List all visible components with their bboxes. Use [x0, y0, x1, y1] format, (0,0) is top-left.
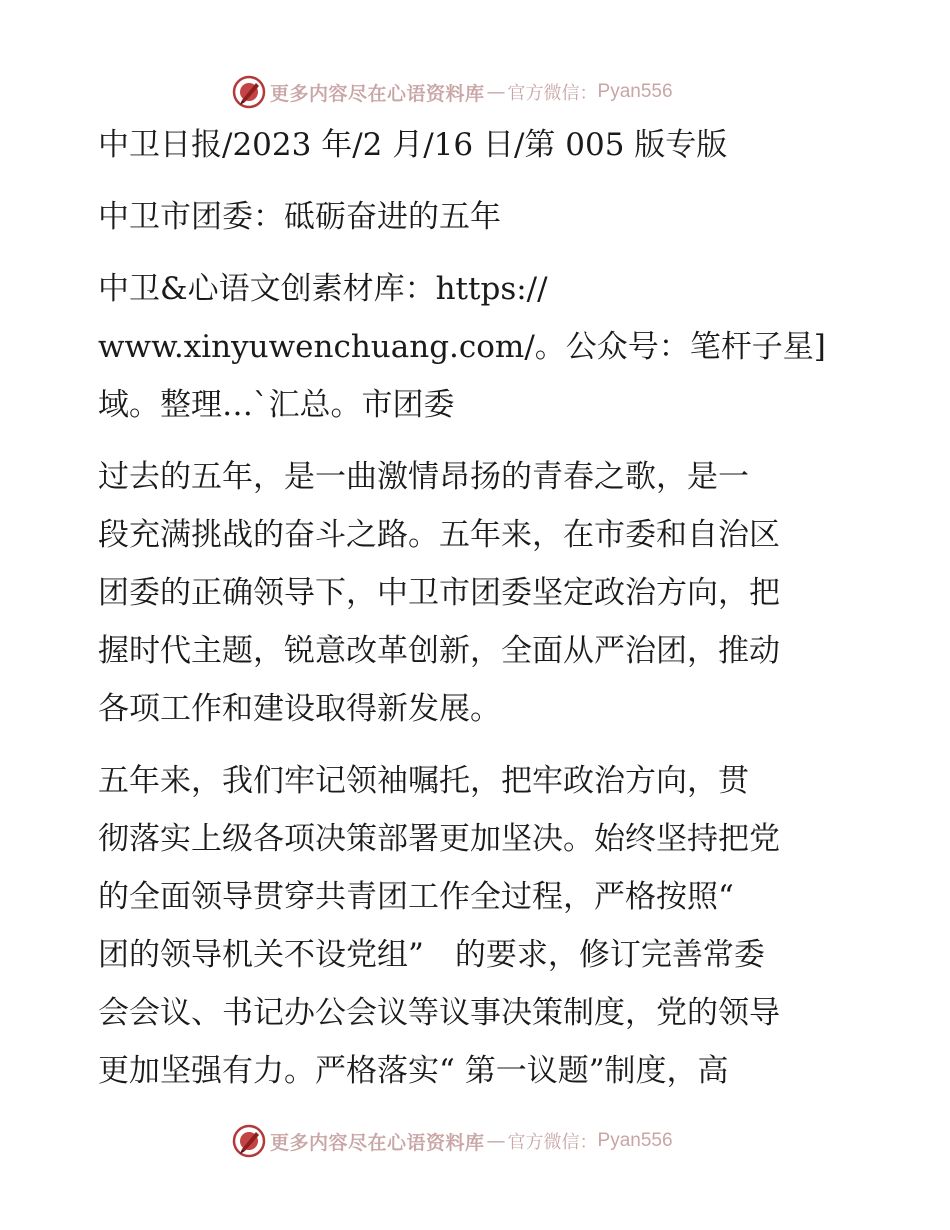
paragraph-line: 各项工作和建设取得新发展。	[98, 691, 501, 727]
watermark-footer	[232, 1121, 673, 1161]
pen-logo-icon	[232, 1124, 266, 1158]
paragraph-1	[98, 448, 858, 738]
paragraph-line: 过去的五年，是一曲激情昂扬的青春之歌，是一	[98, 459, 749, 495]
paragraph-line: 五年来，我们牢记领袖嘱托，把牢政治方向，贯	[98, 763, 749, 799]
paragraph-line: 段充满挑战的奋斗之路。五年来，在市委和自治区	[98, 517, 780, 553]
document-body	[98, 116, 858, 1100]
watermark-id: Pyan556	[597, 81, 673, 102]
note-line-2: www.xinyuwenchuang.com/。公众号：笔杆子星]	[98, 329, 826, 365]
watermark-text: 更多内容尽在心语资料库	[270, 1131, 485, 1154]
paragraph-2	[98, 752, 858, 1100]
pen-logo-icon	[232, 75, 266, 109]
paragraph-line: 更加坚强有力。严格落实“ 第一议题”制度，高	[98, 1053, 729, 1089]
watermark-label: 官方微信：	[507, 83, 598, 104]
watermark-label: 官方微信：	[507, 1132, 598, 1153]
watermark-header	[232, 72, 673, 112]
watermark-id: Pyan556	[597, 1130, 673, 1151]
paragraph-line: 握时代主题，锐意改革创新，全面从严治团，推动	[98, 633, 780, 669]
paragraph-line: 团的领导机关不设党组” 的要求，修订完善常委	[98, 937, 765, 973]
paragraph-line: 会会议、书记办公会议等议事决策制度，党的领导	[98, 995, 780, 1031]
watermark-dash: —	[486, 1130, 506, 1152]
note-line-3: 域。整理…`汇总。市团委	[98, 387, 455, 423]
watermark-dash: —	[486, 81, 506, 103]
document-title: 中卫市团委：砥砺奋进的五年	[98, 199, 501, 235]
paragraph-line: 彻落实上级各项决策部署更加坚决。始终坚持把党	[98, 821, 780, 857]
source-line: 中卫日报/2023 年/2 月/16 日/第 005 版专版	[98, 127, 728, 163]
paragraph-line: 的全面领导贯穿共青团工作全过程，严格按照“	[98, 879, 734, 915]
watermark-text: 更多内容尽在心语资料库	[270, 82, 485, 105]
note-line-1: 中卫&心语文创素材库：https://	[98, 271, 548, 307]
paragraph-line: 团委的正确领导下，中卫市团委坚定政治方向，把	[98, 575, 780, 611]
